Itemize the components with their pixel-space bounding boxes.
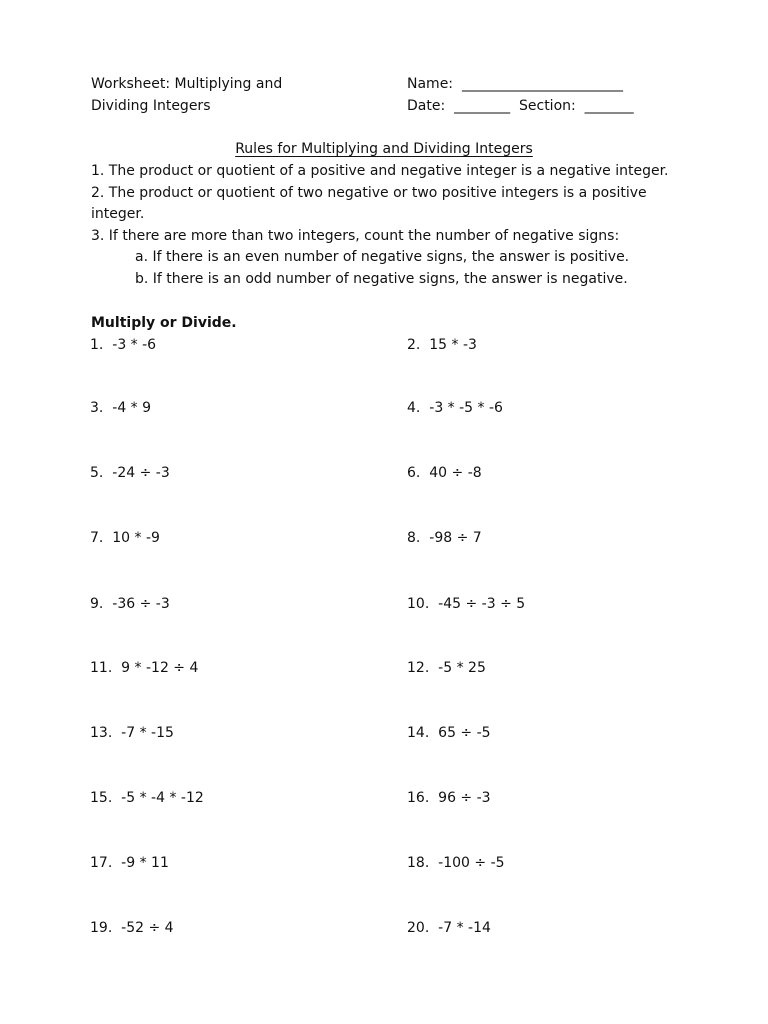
rule-2: 2. The product or quotient of two negative or two positive integers is a positive integer.: [91, 184, 647, 222]
problem-3: 3. -4 * 9: [90, 400, 152, 416]
problem-8: 8. -98 ÷ 7: [407, 530, 482, 546]
problem-20: 20. -7 * -14: [407, 920, 491, 936]
problem-7: 7. 10 * -9: [90, 530, 160, 546]
section-label: Section:: [519, 97, 576, 114]
rule-3a: a. If there is an even number of negative signs, the answer is positive.: [135, 249, 630, 265]
rules-list: [91, 161, 691, 290]
problem-16: 16. 96 ÷ -3: [407, 790, 491, 806]
problem-10: 10. -45 ÷ -3 ÷ 5: [407, 596, 526, 612]
problem-4: 4. -3 * -5 * -6: [407, 400, 503, 416]
rules-heading: Rules for Multiplying and Dividing Integers: [235, 141, 533, 157]
title-line-2: Dividing Integers: [91, 97, 211, 114]
instruction-heading: Multiply or Divide.: [91, 315, 237, 331]
problem-14: 14. 65 ÷ -5: [407, 725, 491, 741]
date-section-field: [407, 96, 634, 118]
name-blank[interactable]: _______________________: [461, 76, 623, 92]
worksheet-title: [91, 74, 282, 117]
problem-15: 15. -5 * -4 * -12: [90, 790, 204, 806]
section-blank[interactable]: _______: [584, 97, 634, 114]
header-fields: [407, 74, 634, 117]
problem-5: 5. -24 ÷ -3: [90, 465, 170, 481]
name-label: Name:: [407, 76, 454, 92]
problem-13: 13. -7 * -15: [90, 725, 174, 741]
problem-18: 18. -100 ÷ -5: [407, 855, 505, 871]
rule-3: 3. If there are more than two integers, count the number of negative signs:: [91, 227, 620, 244]
problem-2: 2. 15 * -3: [407, 337, 477, 353]
problem-17: 17. -9 * 11: [90, 855, 169, 871]
rule-3b: b. If there is an odd number of negative signs, the answer is negative.: [135, 270, 628, 287]
problem-6: 6. 40 ÷ -8: [407, 465, 482, 481]
problem-9: 9. -36 ÷ -3: [90, 596, 170, 612]
problem-1: 1. -3 * -6: [90, 337, 157, 353]
date-blank[interactable]: ________: [454, 97, 511, 114]
problem-19: 19. -52 ÷ 4: [90, 920, 174, 936]
title-line-1: Worksheet: Multiplying and: [91, 76, 283, 92]
date-label: Date:: [407, 97, 446, 114]
rule-1: 1. The product or quotient of a positive and negative integer is a negative integer.: [91, 163, 669, 179]
problem-12: 12. -5 * 25: [407, 660, 486, 676]
problem-11: 11. 9 * -12 ÷ 4: [90, 660, 199, 676]
name-field[interactable]: [407, 74, 634, 96]
